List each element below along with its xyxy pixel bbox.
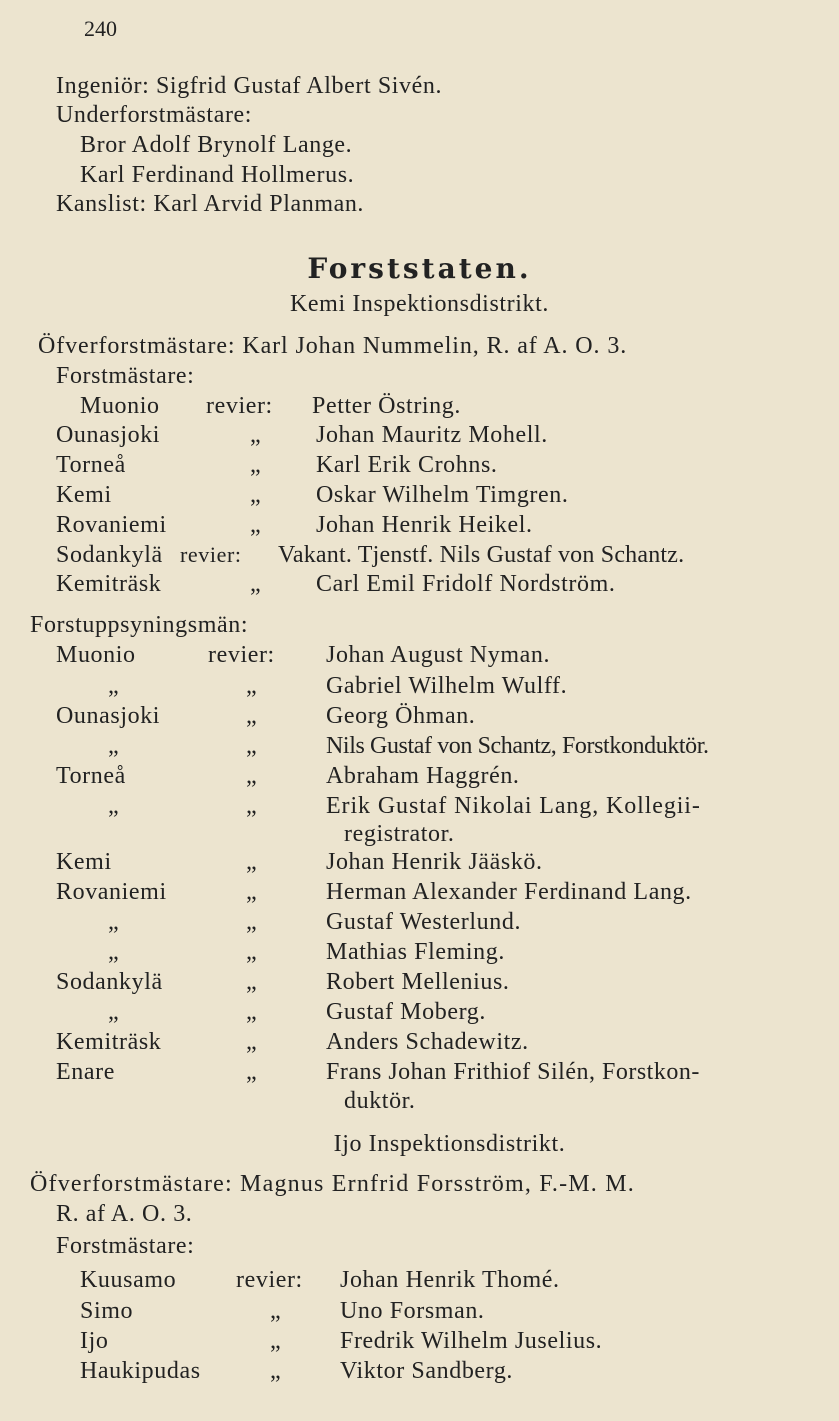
ijo-fm-rev: „ xyxy=(270,1328,282,1354)
kemi-fm-name: Johan Henrik Heikel. xyxy=(316,512,533,538)
kemi-fu-name: Gustaf Moberg. xyxy=(326,999,486,1025)
kemi-fu-area: Kemi xyxy=(56,849,112,875)
kemi-fu-area: Torneå xyxy=(56,763,126,789)
kemi-fu-area: „ xyxy=(108,733,120,759)
kemi-fm-rev: „ xyxy=(250,422,262,448)
kemi-fm-area: Kemiträsk xyxy=(56,571,162,597)
kemi-chief-line: Öfverforstmästare: Karl Johan Nummelin, R. af A. O. 3. xyxy=(38,333,628,359)
kemi-fu-area: Enare xyxy=(56,1059,115,1085)
kemi-fm-name: Petter Östring. xyxy=(312,393,461,419)
header-line-lange: Bror Adolf Brynolf Lange. xyxy=(80,132,353,158)
kemi-fu-area: „ xyxy=(108,673,120,699)
ijo-district-title: Ijo Inspektionsdistrikt. xyxy=(333,1131,566,1157)
kemi-fm-area: Torneå xyxy=(56,452,126,478)
kemi-fu-name: Gabriel Wilhelm Wulff. xyxy=(326,673,568,699)
kemi-fm-rev: revier: xyxy=(206,393,273,419)
kemi-fu-area: „ xyxy=(108,999,120,1025)
kemi-fu-name: Johan August Nyman. xyxy=(326,642,551,668)
kemi-fm-rev: revier: xyxy=(180,542,242,567)
ijo-fm-area: Haukipudas xyxy=(80,1358,201,1384)
kemi-fu-name: Nils Gustaf von Schantz, Forstkonduktör. xyxy=(326,733,709,759)
kemi-fu-name: Herman Alexander Ferdinand Lang. xyxy=(326,879,692,905)
kemi-fu-area: „ xyxy=(108,909,120,935)
ijo-fm-area: Kuusamo xyxy=(80,1267,177,1293)
kemi-fm-name: Johan Mauritz Mohell. xyxy=(316,422,548,448)
ijo-fm-rev: „ xyxy=(270,1298,282,1324)
kemi-fm-rev: „ xyxy=(250,482,262,508)
kemi-fm-name: Karl Erik Crohns. xyxy=(316,452,498,478)
kemi-fm-rev: „ xyxy=(250,512,262,538)
kemi-fu-name: Georg Öhman. xyxy=(326,703,476,729)
kemi-fu-area: „ xyxy=(108,793,120,819)
kemi-fm-name: Oskar Wilhelm Timgren. xyxy=(316,482,569,508)
kemi-fm-area: Kemi xyxy=(56,482,112,508)
ijo-fm-name: Fredrik Wilhelm Juselius. xyxy=(340,1328,603,1354)
kemi-fu-area: „ xyxy=(108,939,120,965)
header-line-hollmerus: Karl Ferdinand Hollmerus. xyxy=(80,162,355,188)
ijo-fm-name: Uno Forsman. xyxy=(340,1298,485,1324)
kemi-fu-name: Johan Henrik Jääskö. xyxy=(326,849,543,875)
kemi-fu-area: Ounasjoki xyxy=(56,703,161,729)
kemi-fu-rev: „ xyxy=(246,733,258,759)
kemi-fu-rev: revier: xyxy=(208,642,275,668)
kemi-fm-name: Vakant. Tjenstf. Nils Gustaf von Schantz. xyxy=(278,542,685,568)
kemi-fm-name: Carl Emil Fridolf Nordström. xyxy=(316,571,616,597)
kemi-fu-rev: „ xyxy=(246,1059,258,1085)
header-line-engineer: Ingeniör: Sigfrid Gustaf Albert Sivén. xyxy=(56,73,443,99)
kemi-fu-name: Anders Schadewitz. xyxy=(326,1029,529,1055)
kemi-fu-name: Gustaf Westerlund. xyxy=(326,909,522,935)
kemi-fu-area: Rovaniemi xyxy=(56,879,167,905)
ijo-fm-name: Viktor Sandberg. xyxy=(340,1358,514,1384)
kemi-fu-rev: „ xyxy=(246,1029,258,1055)
kemi-fu-name: Mathias Fleming. xyxy=(326,939,505,965)
section-title: Forststaten. xyxy=(307,252,532,285)
kemi-fu-rev: „ xyxy=(246,879,258,905)
kemi-fu-continuation: duktör. xyxy=(344,1088,416,1114)
ijo-fm-area: Ijo xyxy=(80,1328,109,1354)
kemi-fu-rev: „ xyxy=(246,939,258,965)
ijo-fm-area: Simo xyxy=(80,1298,134,1324)
kemi-fu-name: Frans Johan Frithiof Silén, Forstkon- xyxy=(326,1059,700,1085)
kemi-fu-name: Abraham Haggrén. xyxy=(326,763,520,789)
kemi-fu-rev: „ xyxy=(246,703,258,729)
kemi-fm-area: Sodankylä xyxy=(56,542,163,568)
kemi-forstmastare-label: Forstmästare: xyxy=(56,363,195,389)
kemi-fu-rev: „ xyxy=(246,999,258,1025)
kemi-fu-rev: „ xyxy=(246,909,258,935)
kemi-fm-area: Muonio xyxy=(80,393,160,419)
ijo-forstmastare-label: Forstmästare: xyxy=(56,1233,195,1259)
kemi-fu-rev: „ xyxy=(246,763,258,789)
kemi-fm-area: Ounasjoki xyxy=(56,422,161,448)
kemi-forstupp-label: Forstuppsyningsmän: xyxy=(30,612,249,638)
kemi-district-title: Kemi Inspektionsdistrikt. xyxy=(290,291,549,317)
kemi-fu-name: Erik Gustaf Nikolai Lang, Kollegii- xyxy=(326,793,701,819)
kemi-fu-rev: „ xyxy=(246,793,258,819)
kemi-fu-name: Robert Mellenius. xyxy=(326,969,510,995)
kemi-fm-rev: „ xyxy=(250,452,262,478)
ijo-fm-rev: „ xyxy=(270,1358,282,1384)
kemi-fu-continuation: registrator. xyxy=(344,821,455,847)
kemi-fu-rev: „ xyxy=(246,849,258,875)
ijo-chief-line: Öfverforstmästare: Magnus Ernfrid Forsström, F.-M. M. xyxy=(30,1171,635,1197)
kemi-fm-area: Rovaniemi xyxy=(56,512,167,538)
ijo-fm-name: Johan Henrik Thomé. xyxy=(340,1267,560,1293)
kemi-fu-rev: „ xyxy=(246,969,258,995)
ijo-chief-line-2: R. af A. O. 3. xyxy=(56,1201,193,1227)
kemi-fu-area: Sodankylä xyxy=(56,969,163,995)
header-line-underforst-label: Underforstmästare: xyxy=(56,102,253,128)
page-number: 240 xyxy=(84,16,117,41)
kemi-fm-rev: „ xyxy=(250,571,262,597)
kemi-fu-rev: „ xyxy=(246,673,258,699)
header-line-kanslist: Kanslist: Karl Arvid Planman. xyxy=(56,191,365,217)
kemi-fu-area: Muonio xyxy=(56,642,136,668)
ijo-fm-rev: revier: xyxy=(236,1267,303,1293)
kemi-fu-area: Kemiträsk xyxy=(56,1029,162,1055)
